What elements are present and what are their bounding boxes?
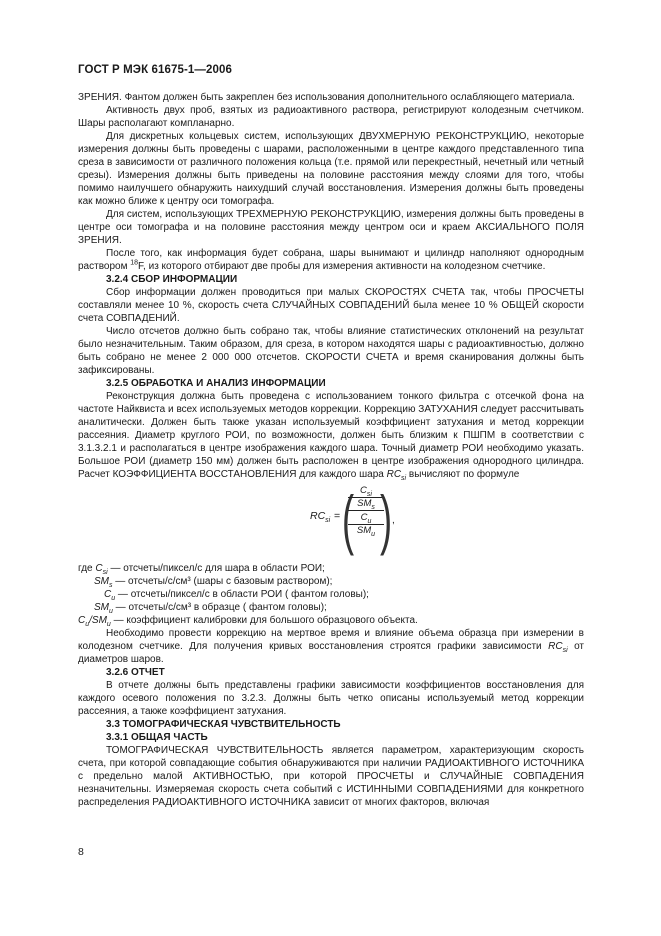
- definitions-list: [78, 562, 584, 627]
- formula-right-paren: ): [380, 482, 393, 556]
- math-symbol: RC: [310, 510, 326, 522]
- formula-lhs: [310, 510, 330, 523]
- text-run: После того, как информация будет собрана, шары вынимают и цилиндр наполняют однородным раствором: [78, 248, 584, 272]
- subscript: si: [401, 475, 407, 482]
- text-run: вычисляют по формуле: [406, 469, 520, 480]
- subscript: u: [111, 595, 116, 602]
- superscript: 18: [130, 259, 139, 267]
- definition-text: — отсчеты/с/см³ в образце ( фантом головы);: [112, 602, 327, 613]
- section-heading: 3.2.5 ОБРАБОТКА И АНАЛИЗ ИНФОРМАЦИИ: [106, 378, 326, 389]
- paragraph: Сбор информации должен проводиться при малых СКОРОСТЯХ СЧЕТА так, чтобы ПРОСЧЕТЫ составляли менее 10 %, скорость счета СЛУЧАЙНЫХ СОВПАДЕНИЙ была менее 10 % ОБЩЕЙ скорости счета СОВПАДЕНИЙ.: [78, 287, 584, 324]
- subscript: u: [371, 530, 376, 538]
- definition-item: [78, 614, 584, 627]
- math-symbol: C: [104, 589, 112, 600]
- math-symbol: SM: [356, 525, 372, 536]
- text-run: Реконструкция должна быть проведена с использованием тонкого фильтра с отсечкой фона на частоте Найквиста и всех используемых методов коррекции. Коррекцию ЗАТУХАНИЯ следует рассчитывать аналитически. Должен быть также указан используемый коэффициент затухания и метод коррекции рассеяния. Диаметр круглого РОИ, по возможности, должен быть близким к ПШПМ в соответствии с 3.1.3.2.1 и располагаться в центре изображения каждого шара. Точный диаметр РОИ необходимо указать. Большое РОИ (диаметр 150 мм) должен быть расположен в центре изображения однородного цилиндра. Расчет КОЭФФИЦИЕНТА ВОССТАНОВЛЕНИЯ для каждого шара: [78, 391, 584, 480]
- paragraph: Для систем, использующих ТРЕХМЕРНУЮ РЕКОНСТРУКЦИЮ, измерения должны быть проведены в центре оси томографа и на половине расстояния между центром оси и краем АКСИАЛЬНОГО ПОЛЯ ЗРЕНИЯ.: [78, 209, 584, 246]
- math-symbol: /SM: [89, 615, 107, 626]
- math-symbol: SM: [357, 498, 372, 509]
- paragraph: В отчете должны быть представлены графики зависимости коэффициентов восстановления для каждого осевого положения по 3.2.3. Должны быть четко описаны используемый метод коррекции рассеяния, а также коэффициент затухания.: [78, 680, 584, 717]
- definition-text: — отсчеты/пиксел/с для шара в области РОИ;: [107, 563, 325, 574]
- text-run: Необходимо провести коррекцию на мертвое время и влияние объема образца при измерении в колодезном счетчике. Для получения кривых восстановления строятся графики зависимости: [78, 628, 584, 652]
- subscript: u: [367, 517, 372, 525]
- math-symbol: C: [95, 563, 103, 574]
- text-run: от диаметров шаров.: [78, 641, 585, 665]
- document-header: ГОСТ Р МЭК 61675-1—2006: [78, 64, 232, 76]
- section-heading: 3.2.4 СБОР ИНФОРМАЦИИ: [106, 274, 238, 285]
- section-heading: 3.2.6 ОТЧЕТ: [106, 667, 165, 678]
- subscript: u: [85, 621, 90, 628]
- math-symbol: SM: [94, 576, 109, 587]
- paragraph: ЗРЕНИЯ. Фантом должен быть закреплен без использования дополнительного ослабляющего материала.: [78, 92, 575, 103]
- math-symbol: RC: [386, 469, 402, 480]
- math-symbol: SM: [94, 602, 109, 613]
- subscript: si: [325, 517, 331, 525]
- paragraph: [78, 390, 584, 481]
- paragraph: Активность двух проб, взятых из радиоактивного раствора, регистрируют колодезным счетчиком. Шары располагают компланарно.: [78, 105, 584, 129]
- page-number: 8: [78, 846, 84, 858]
- subscript: si: [102, 569, 108, 576]
- definition-item: [78, 562, 584, 575]
- math-symbol: RC: [548, 641, 563, 652]
- paragraph: Для дискретных кольцевых систем, использующих ДВУХМЕРНУЮ РЕКОНСТРУКЦИЮ, некоторые измерения должны быть проведены с шарами, расположенными в центре каждого представленного типа среза в зависимости от различного положения кольца (т.е. прямой или перекрестный, нечетный или четный срезы). Измерения должны быть приведены на половине расстояния между слоями для того, чтобы помимо наилучшего обнаружить наихудший случай восстановления. Измерения должны быть проведены как можно ближе к центру оси томографа.: [78, 131, 584, 207]
- subscript: u: [109, 608, 113, 615]
- subscript: s: [109, 582, 113, 589]
- definition-text: — отсчеты/пиксел/с в области РОИ ( фантом головы);: [115, 589, 369, 600]
- subscript: si: [366, 490, 372, 498]
- paragraph: ТОМОГРАФИЧЕСКАЯ ЧУВСТВИТЕЛЬНОСТЬ является параметром, характеризующим скорость счета, при которой совпадающие события обнаруживаются при наличии РАДИОАКТИВНОГО ИСТОЧНИКА с предельно малой АКТИВНОСТЬЮ, при которой ПРОСЧЕТЫ и СЛУЧАЙНЫЕ СОВПАДЕНИЯ незначительны. Измеряемая скорость счета событий с ИСТИННЫМИ СОВПАДЕНИЯМИ для конкретного распределения РАДИОАКТИВНОГО ИСТОЧНИКА зависит от многих факторов, включая: [78, 745, 584, 808]
- text-run: F, из которого отбирают две пробы для измерения активности на колодезном счетчике.: [138, 261, 546, 272]
- definition-text: — отсчеты/с/см³ (шары с базовым раствором);: [112, 576, 333, 587]
- math-symbol: C: [360, 485, 367, 496]
- paragraph: [78, 247, 584, 273]
- definition-item: [78, 575, 584, 588]
- subscript: si: [562, 647, 568, 654]
- definition-prefix: где: [78, 563, 96, 574]
- formula-left-paren: (: [342, 482, 355, 556]
- subscript: s: [371, 503, 375, 511]
- fraction-line: [348, 498, 384, 511]
- definition-item: [78, 588, 584, 601]
- math-symbol: C: [360, 512, 368, 523]
- subscript: u: [106, 621, 111, 628]
- math-symbol: C: [78, 615, 86, 626]
- paragraph: [78, 627, 584, 666]
- formula-fraction: [348, 485, 384, 537]
- fraction-line: [348, 525, 384, 537]
- section-heading: 3.3.1 ОБЩАЯ ЧАСТЬ: [106, 732, 208, 743]
- definition-text: — коэффициент калибровки для большого образцового объекта.: [110, 615, 418, 626]
- section-heading: 3.3 ТОМОГРАФИЧЕСКАЯ ЧУВСТВИТЕЛЬНОСТЬ: [106, 719, 341, 730]
- paragraph: Число отсчетов должно быть собрано так, чтобы влияние статистических отклонений на результат было незначительным. Таким образом, для среза, в котором находятся шары с радиоактивностью, должно быть собрано не менее 2 000 000 отсчетов. СКОРОСТИ СЧЕТА и время сканирования должны быть зафиксированы.: [78, 326, 584, 376]
- fraction-line: [348, 512, 384, 525]
- document-body: [78, 91, 584, 809]
- formula-equals: =: [334, 510, 341, 522]
- formula-comma: ,: [392, 515, 395, 526]
- definition-item: [78, 601, 584, 614]
- formula: [78, 484, 584, 560]
- fraction-line: [348, 485, 384, 498]
